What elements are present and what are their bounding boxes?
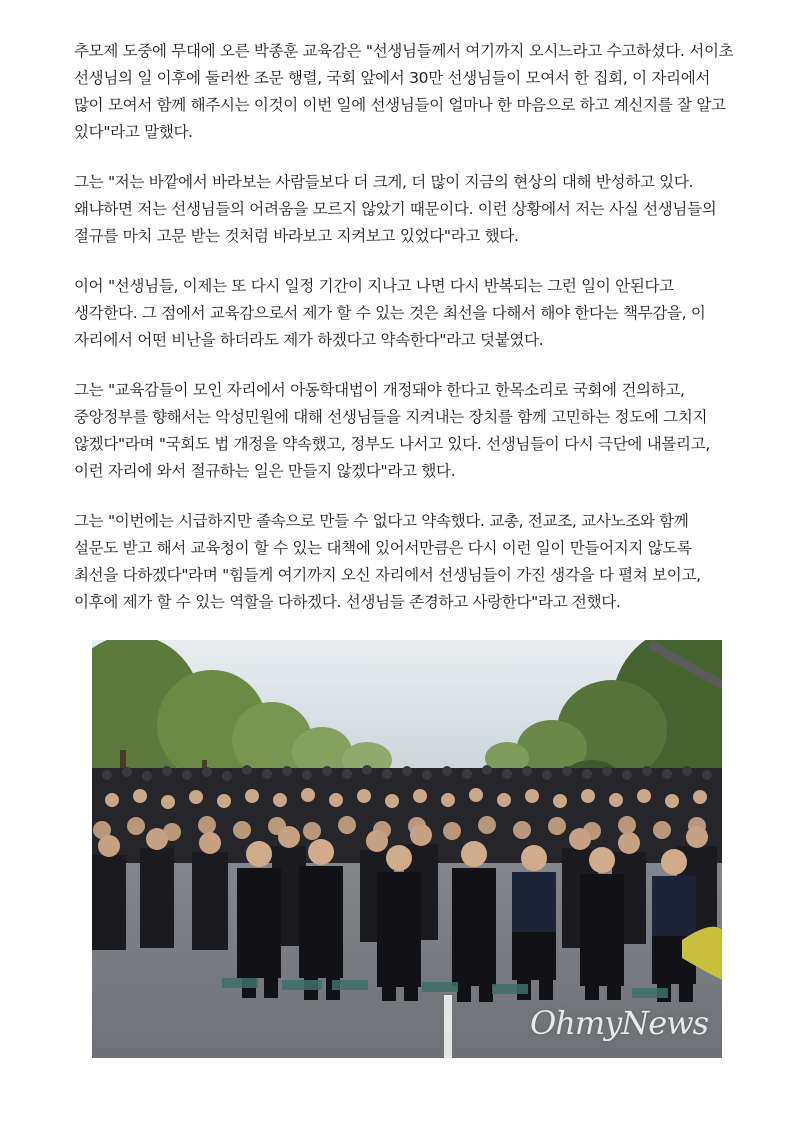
road-marking — [444, 995, 452, 1058]
article-body — [74, 38, 734, 639]
paragraph-3: 이어 "선생님들, 이제는 또 다시 일정 기간이 지나고 나면 다시 반복되는 그런 일이 안된다고 생각한다. 그 점에서 교육감으로서 제가 할 수 있는 것은 최선을 다해서 해야 한다는 책무감을, 이 자리에서 어떤 비난을 하더라도 제가 하겠다고 약속한다"라고 덧붙였다. — [74, 277, 706, 349]
rally-photo — [92, 640, 722, 1058]
paragraph-5: 그는 "이번에는 시급하지만 졸속으로 만들 수 없다고 약속했다. 교총, 전교조, 교사노조와 함께 설문도 받고 해서 교육청이 할 수 있는 대책에 있어서만큼은 다시 이런 일이 만들어지지 않도록 최선을 다하겠다"라며 "힘들게 여기까지 오신 자리에서 선생님들이 가진 생각을 다 펼쳐 보이고, 이후에 제가 할 수 있는 역할을 다하겠다. 선생님들 존경하고 사랑한다"라고 전했다. — [74, 512, 701, 611]
rally-photo-illustration — [92, 640, 722, 1058]
photo-watermark: OhmyNews — [529, 1004, 708, 1042]
paragraph-1: 추모제 도중에 무대에 오른 박종훈 교육감은 "선생님들께서 여기까지 오시느라고 수고하셨다. 서이초 선생님의 일 이후에 둘러싼 조문 행렬, 국회 앞에서 30만 선생님들이 모여서 한 집회, 이 자리에서 많이 모여서 함께 해주시는 이것이 이번 일에 선생님들이 얼마나 한 마음으로 하고 계신지를 잘 알고 있다"라고 말했다. — [74, 42, 734, 141]
paragraph-4: 그는 "교육감들이 모인 자리에서 아동학대법이 개정돼야 한다고 한목소리로 국회에 건의하고, 중앙정부를 향해서는 악성민원에 대해 선생님들을 지켜내는 장치를 함께 고민하는 정도에 그치지 않겠다"라며 "국회도 법 개정을 약속했고, 정부도 나서고 있다. 선생님들이 다시 극단에 내몰리고, 이런 자리에 와서 절규하는 일은 만들지 않겠다"라고 했다. — [74, 381, 711, 480]
paragraph-2: 그는 "저는 바깥에서 바라보는 사람들보다 더 크게, 더 많이 지금의 현상의 대해 반성하고 있다. 왜냐하면 저는 선생님들의 어려움을 모르지 않았기 때문이다. 이런 상황에서 저는 사실 선생님들의 절규를 마치 고문 받는 것처럼 바라보고 지켜보고 있었다"라고 했다. — [74, 173, 717, 245]
